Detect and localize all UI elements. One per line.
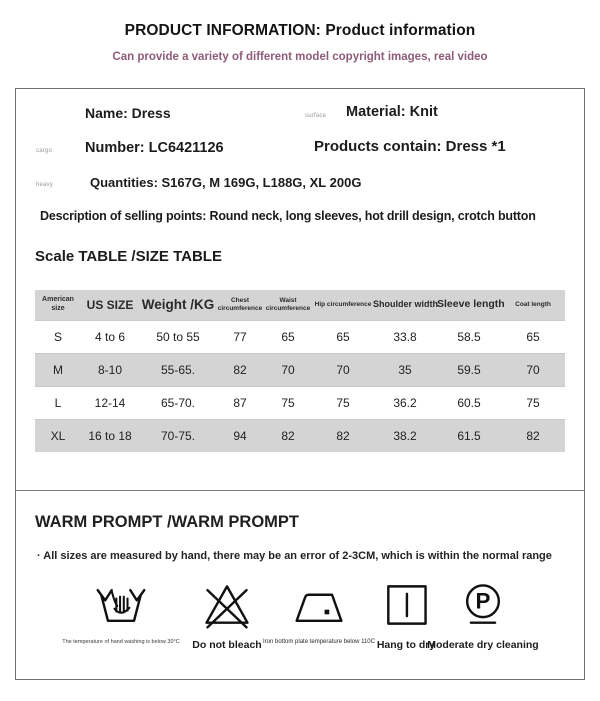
- size-table-row: [35, 386, 565, 419]
- dry-clean-icon: [422, 578, 544, 632]
- size-table-cell: 60.5: [457, 395, 481, 410]
- size-table-cell: L: [54, 395, 62, 410]
- size-table-header-cell: Shoulder width: [373, 299, 438, 310]
- size-table-cell: 82: [336, 428, 350, 443]
- size-table-header-cell: American size: [42, 296, 74, 312]
- size-table-cell: 4 to 6: [94, 329, 126, 344]
- products-contain: Products contain: Dress *1: [314, 138, 506, 155]
- size-table-cell: 33.8: [393, 329, 417, 344]
- size-table-cell: 55-65.: [160, 362, 196, 377]
- care-item-hand-wash: [46, 578, 196, 645]
- size-table-cell: 82: [281, 428, 295, 443]
- product-number: Number: LC6421126: [85, 140, 224, 156]
- size-table-cell: 87: [233, 395, 247, 410]
- info-card: [15, 88, 585, 680]
- size-table-cell: 70: [526, 362, 540, 377]
- selling-points-description: Description of selling points: Round neck, long sleeves, hot drill design, crotch button: [40, 209, 536, 223]
- size-table-cell: 75: [526, 395, 540, 410]
- size-table-cell: 70: [336, 362, 350, 377]
- size-table-cell: 65-70.: [160, 395, 196, 410]
- page-title: PRODUCT INFORMATION: Product information: [124, 22, 476, 39]
- size-table-row: [35, 353, 565, 386]
- product-material: Material: Knit: [346, 104, 438, 120]
- surface-tag: surface: [305, 113, 327, 119]
- care-caption: Moderate dry cleaning: [427, 639, 539, 651]
- care-caption: Iron bottom plate temperature below 110C: [263, 639, 375, 645]
- size-table-cell: 65: [526, 329, 540, 344]
- size-table-header-cell: Weight /KG: [141, 296, 215, 312]
- care-item-dry-clean: [422, 578, 544, 651]
- care-caption: The temperature of hand washing is below 30°C: [62, 639, 180, 645]
- size-table-cell: 16 to 18: [88, 428, 132, 443]
- size-table-cell: 94: [233, 428, 247, 443]
- size-table-cell: 50 to 55: [156, 329, 200, 344]
- size-table-cell: 70-75.: [160, 428, 196, 443]
- size-table-cell: 38.2: [393, 428, 417, 443]
- size-table-header-cell: Waist circumference: [265, 296, 311, 312]
- size-table-cell: 36.2: [393, 395, 417, 410]
- size-table-cell: 75: [336, 395, 350, 410]
- size-table-cell: 70: [281, 362, 295, 377]
- page-subtitle: Can provide a variety of different model copyright images, real video: [112, 51, 488, 63]
- size-table-cell: XL: [50, 428, 66, 443]
- size-table-cell: 35: [398, 362, 412, 377]
- iron-icon: [254, 578, 384, 632]
- warm-prompt-title: WARM PROMPT /WARM PROMPT: [35, 513, 299, 531]
- size-table-cell: 58.5: [457, 329, 481, 344]
- section-divider: [16, 490, 584, 491]
- product-quantities: Quantities: S167G, M 169G, L188G, XL 200G: [90, 175, 362, 190]
- heavy-tag: heavy: [36, 182, 54, 188]
- size-table-cell: 82: [233, 362, 247, 377]
- size-table-cell: 8-10: [97, 362, 123, 377]
- size-table-header-cell: Chest circumference: [217, 296, 263, 312]
- size-table-row: [35, 419, 565, 452]
- size-table-cell: 65: [336, 329, 350, 344]
- svg-text:P: P: [475, 588, 491, 614]
- size-table-title: Scale TABLE /SIZE TABLE: [35, 248, 222, 265]
- size-table-cell: 82: [526, 428, 540, 443]
- page-header: [0, 22, 600, 63]
- size-table-header-cell: Sleeve length: [437, 298, 505, 311]
- size-table-cell: 12-14: [94, 395, 126, 410]
- size-table-header-cell: Hip circumference: [314, 300, 372, 308]
- hand-wash-icon: [46, 578, 196, 632]
- size-table: [35, 290, 565, 452]
- product-name: Name: Dress: [85, 105, 171, 121]
- size-table-cell: M: [53, 362, 63, 377]
- size-table-cell: 61.5: [457, 428, 481, 443]
- care-caption: Hang to dry: [376, 639, 436, 651]
- size-table-cell: 77: [233, 329, 247, 344]
- care-item-iron: [254, 578, 384, 645]
- cargo-tag: cargo: [36, 148, 53, 154]
- size-table-row: [35, 320, 565, 353]
- size-table-cell: 75: [281, 395, 295, 410]
- size-table-cell: S: [53, 329, 62, 344]
- care-caption: Do not bleach: [192, 639, 262, 651]
- measurement-note: · All sizes are measured by hand, there may be an error of 2-3CM, which is within the normal range: [37, 550, 552, 562]
- size-table-cell: 59.5: [457, 362, 481, 377]
- size-table-header-cell: US SIZE: [86, 297, 134, 312]
- size-table-header-cell: Coat length: [515, 300, 551, 308]
- size-table-header-row: [35, 290, 565, 320]
- size-table-cell: 65: [281, 329, 295, 344]
